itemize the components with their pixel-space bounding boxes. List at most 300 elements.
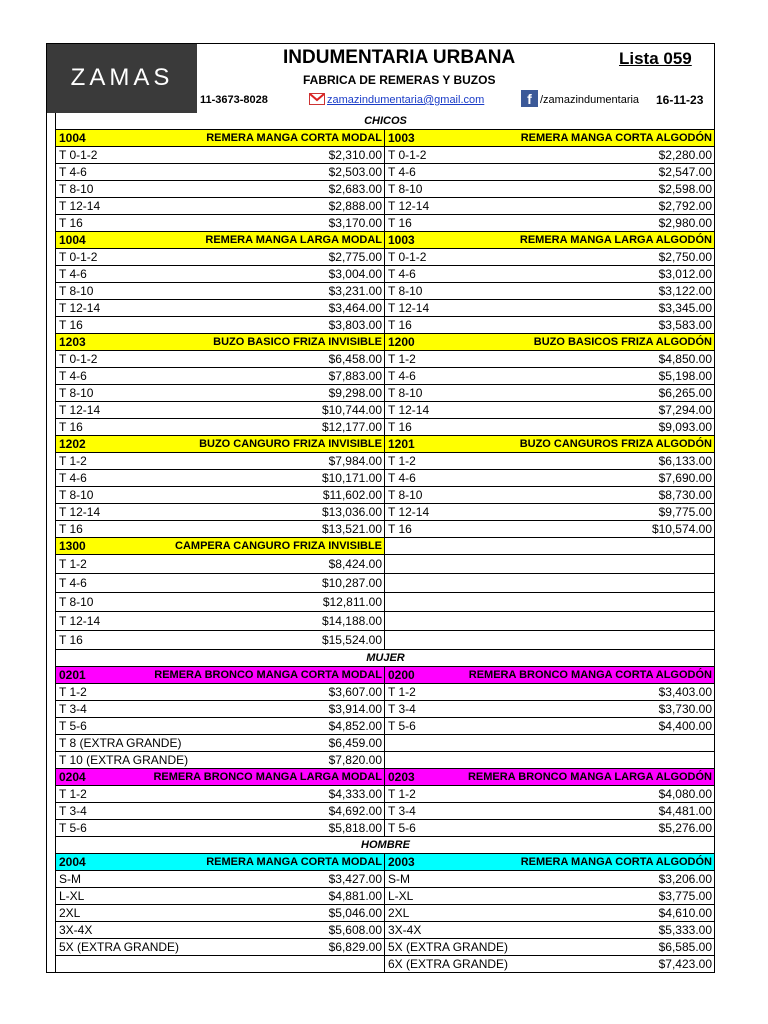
product-name: BUZO BASICOS FRIZA ALGODÓN <box>533 336 712 348</box>
product-code: 2003 <box>388 855 415 869</box>
product-header-cell <box>55 130 385 146</box>
size-label: T 1-2 <box>388 685 416 699</box>
price-cell <box>385 593 715 611</box>
price-cell <box>55 521 385 537</box>
price-cell <box>55 888 385 904</box>
price-value: $7,984.00 <box>328 454 382 468</box>
section-title: MUJER <box>55 650 715 666</box>
price-value: $4,610.00 <box>658 906 712 920</box>
size-label: T 12-14 <box>59 199 101 213</box>
product-code: 1300 <box>59 539 86 553</box>
size-label: T 3-4 <box>59 702 87 716</box>
table-row <box>55 181 715 198</box>
price-value: $5,046.00 <box>328 906 382 920</box>
price-cell <box>385 684 715 700</box>
price-cell <box>55 612 385 630</box>
price-cell <box>385 956 715 972</box>
price-value: $2,310.00 <box>328 148 382 162</box>
price-value: $11,602.00 <box>322 488 382 502</box>
price-value: $2,888.00 <box>328 199 382 213</box>
table-row <box>55 300 715 317</box>
brand-logo <box>47 44 197 113</box>
price-cell <box>385 504 715 520</box>
size-label: T 5-6 <box>59 821 87 835</box>
price-value: $4,881.00 <box>328 889 382 903</box>
price-value: $14,188.00 <box>321 614 382 628</box>
price-cell <box>385 283 715 299</box>
product-code: 1003 <box>388 131 415 145</box>
price-value: $3,464.00 <box>328 301 382 315</box>
price-value: $3,427.00 <box>328 872 382 886</box>
price-value: $3,775.00 <box>658 889 712 903</box>
price-value: $3,583.00 <box>658 318 712 332</box>
table-row <box>55 368 715 385</box>
size-label: T 16 <box>59 420 83 434</box>
price-cell <box>385 612 715 630</box>
price-cell <box>55 820 385 836</box>
price-value: $2,503.00 <box>328 165 382 179</box>
product-header-cell <box>385 667 715 683</box>
size-label: T 1-2 <box>388 454 416 468</box>
price-cell <box>385 249 715 265</box>
product-code: 1004 <box>59 131 86 145</box>
price-value: $3,403.00 <box>658 685 712 699</box>
price-value: $7,423.00 <box>658 957 712 971</box>
price-cell <box>385 803 715 819</box>
price-value: $3,231.00 <box>328 284 382 298</box>
product-code: 1203 <box>59 335 86 349</box>
price-cell <box>385 266 715 282</box>
size-label: T 5-6 <box>388 821 416 835</box>
size-label: T 3-4 <box>388 702 416 716</box>
price-value: $6,133.00 <box>658 454 712 468</box>
size-label: T 4-6 <box>59 471 87 485</box>
size-label: T 16 <box>388 420 412 434</box>
product-header-cell <box>385 769 715 785</box>
table-row <box>55 164 715 181</box>
product-header-cell <box>385 854 715 870</box>
product-code: 0201 <box>59 668 86 682</box>
price-cell <box>385 164 715 180</box>
price-cell <box>385 351 715 367</box>
price-value: $5,818.00 <box>328 821 382 835</box>
product-header-row <box>55 854 715 871</box>
price-cell <box>385 181 715 197</box>
section-row <box>55 650 715 667</box>
page-subtitle: FABRICA DE REMERAS Y BUZOS <box>303 73 496 87</box>
section-row <box>55 837 715 854</box>
product-name: REMERA MANGA LARGA ALGODÓN <box>519 234 712 246</box>
price-cell <box>385 368 715 384</box>
table-row <box>55 718 715 735</box>
size-label: T 0-1-2 <box>388 250 427 264</box>
list-date: 16-11-23 <box>656 93 704 107</box>
size-label: T 12-14 <box>388 199 430 213</box>
table-row <box>55 593 715 612</box>
size-label: T 4-6 <box>388 165 416 179</box>
price-value: $5,276.00 <box>658 821 712 835</box>
product-header-cell <box>55 436 385 452</box>
price-cell <box>385 871 715 887</box>
price-cell <box>55 402 385 418</box>
price-cell <box>385 820 715 836</box>
size-label: S-M <box>388 872 410 886</box>
price-cell <box>55 368 385 384</box>
table-row <box>55 701 715 718</box>
product-code: 0203 <box>388 770 415 784</box>
price-value: $10,574.00 <box>651 522 712 536</box>
price-value: $4,481.00 <box>658 804 712 818</box>
price-value: $4,852.00 <box>328 719 382 733</box>
price-value: $2,775.00 <box>328 250 382 264</box>
price-table <box>55 113 715 973</box>
size-label: T 4-6 <box>59 369 87 383</box>
page-title: INDUMENTARIA URBANA <box>283 47 516 68</box>
price-value: $2,683.00 <box>328 182 382 196</box>
price-value: $10,287.00 <box>321 576 382 590</box>
size-label: T 8-10 <box>388 284 423 298</box>
product-header-row <box>55 436 715 453</box>
facebook-handle: /zamazindumentaria <box>540 94 640 106</box>
price-cell <box>385 718 715 734</box>
product-header-row <box>55 538 715 555</box>
price-cell <box>385 752 715 768</box>
price-cell <box>385 470 715 486</box>
phone-number: 11-3673-8028 <box>200 94 268 106</box>
price-cell <box>55 574 385 592</box>
table-row <box>55 521 715 538</box>
size-label: L-XL <box>388 889 414 903</box>
table-row <box>55 283 715 300</box>
product-name: REMERA BRONCO MANGA CORTA ALGODÓN <box>468 669 712 681</box>
size-label: T 5-6 <box>59 719 87 733</box>
logo-text: ZAMAS <box>70 64 174 91</box>
price-cell <box>55 684 385 700</box>
product-name: REMERA MANGA CORTA MODAL <box>206 856 382 868</box>
table-row <box>55 504 715 521</box>
price-value: $8,730.00 <box>658 488 712 502</box>
price-cell <box>385 385 715 401</box>
size-label: T 8-10 <box>59 595 94 609</box>
price-cell <box>385 939 715 955</box>
price-cell <box>55 283 385 299</box>
table-row <box>55 888 715 905</box>
product-header-cell <box>55 538 385 554</box>
table-row <box>55 453 715 470</box>
size-label: T 1-2 <box>59 557 87 571</box>
size-label: T 0-1-2 <box>59 148 98 162</box>
price-cell <box>55 419 385 435</box>
price-value: $7,820.00 <box>328 753 382 767</box>
table-row <box>55 820 715 837</box>
size-label: 3X-4X <box>388 923 422 937</box>
price-cell <box>55 701 385 717</box>
price-value: $2,792.00 <box>658 199 712 213</box>
price-cell <box>55 504 385 520</box>
price-cell <box>385 487 715 503</box>
table-row <box>55 612 715 631</box>
price-value: $2,750.00 <box>658 250 712 264</box>
product-name: REMERA BRONCO MANGA CORTA MODAL <box>154 669 382 681</box>
size-label: T 16 <box>59 633 83 647</box>
price-cell <box>55 266 385 282</box>
price-value: $3,206.00 <box>658 872 712 886</box>
price-cell <box>385 215 715 231</box>
product-header-cell <box>385 130 715 146</box>
price-cell <box>55 181 385 197</box>
price-value: $6,829.00 <box>328 940 382 954</box>
size-label: T 1-2 <box>59 787 87 801</box>
price-value: $3,803.00 <box>328 318 382 332</box>
product-code: 1003 <box>388 233 415 247</box>
product-name: BUZO CANGUROS FRIZA ALGODÓN <box>519 438 712 450</box>
price-cell <box>55 317 385 333</box>
product-header-cell <box>385 232 715 248</box>
price-value: $6,265.00 <box>658 386 712 400</box>
size-label: S-M <box>59 872 81 886</box>
table-row <box>55 351 715 368</box>
size-label: 3X-4X <box>59 923 93 937</box>
product-name: REMERA MANGA CORTA MODAL <box>206 132 382 144</box>
price-cell <box>385 402 715 418</box>
price-value: $9,298.00 <box>328 386 382 400</box>
price-value: $4,692.00 <box>328 804 382 818</box>
price-cell <box>55 718 385 734</box>
table-row <box>55 574 715 593</box>
size-label: T 4-6 <box>59 576 87 590</box>
email-link[interactable]: zamazindumentaria@gmail.com <box>327 94 485 106</box>
size-label: T 1-2 <box>59 454 87 468</box>
price-value: $13,521.00 <box>321 522 382 536</box>
price-cell <box>55 752 385 768</box>
product-header-cell <box>55 667 385 683</box>
product-code: 0200 <box>388 668 415 682</box>
size-label: T 8-10 <box>388 386 423 400</box>
price-cell <box>385 555 715 573</box>
price-cell <box>385 701 715 717</box>
price-value: $4,850.00 <box>658 352 712 366</box>
price-cell <box>55 385 385 401</box>
size-label: T 16 <box>59 318 83 332</box>
size-label: 2XL <box>59 906 81 920</box>
product-header-cell <box>55 334 385 350</box>
price-value: $3,607.00 <box>328 685 382 699</box>
size-label: T 8-10 <box>388 182 423 196</box>
product-header-row <box>55 334 715 351</box>
table-row <box>55 752 715 769</box>
price-value: $3,914.00 <box>328 702 382 716</box>
section-row <box>55 113 715 130</box>
price-value: $4,400.00 <box>658 719 712 733</box>
price-cell <box>385 905 715 921</box>
price-cell <box>385 888 715 904</box>
price-cell <box>55 905 385 921</box>
price-cell <box>55 198 385 214</box>
price-cell <box>385 521 715 537</box>
price-value: $15,524.00 <box>321 633 382 647</box>
size-label: T 0-1-2 <box>388 148 427 162</box>
table-row <box>55 385 715 402</box>
size-label: T 10 (EXTRA GRANDE) <box>59 753 189 767</box>
price-value: $6,458.00 <box>328 352 382 366</box>
size-label: 5X (EXTRA GRANDE) <box>388 940 509 954</box>
size-label: T 8-10 <box>59 386 94 400</box>
size-label: T 16 <box>59 522 83 536</box>
table-row <box>55 470 715 487</box>
size-label: 5X (EXTRA GRANDE) <box>59 940 180 954</box>
product-header-cell <box>385 436 715 452</box>
product-code: 2004 <box>59 855 86 869</box>
table-row <box>55 735 715 752</box>
price-value: $12,811.00 <box>322 595 382 609</box>
price-cell <box>55 786 385 802</box>
price-cell <box>385 453 715 469</box>
price-value: $7,690.00 <box>658 471 712 485</box>
price-cell <box>55 956 385 972</box>
price-cell <box>385 198 715 214</box>
product-name: REMERA BRONCO MANGA LARGA ALGODÓN <box>467 771 712 783</box>
table-row <box>55 317 715 334</box>
price-value: $6,459.00 <box>328 736 382 750</box>
table-row <box>55 803 715 820</box>
table-row <box>55 266 715 283</box>
price-cell <box>55 922 385 938</box>
product-name: REMERA MANGA LARGA MODAL <box>205 234 382 246</box>
size-label: T 3-4 <box>59 804 87 818</box>
table-row <box>55 922 715 939</box>
size-label: T 12-14 <box>388 301 430 315</box>
price-value: $10,744.00 <box>321 403 382 417</box>
price-value: $12,177.00 <box>321 420 382 434</box>
product-code: 1004 <box>59 233 86 247</box>
table-row <box>55 147 715 164</box>
size-label: T 8-10 <box>59 284 94 298</box>
product-code: 1202 <box>59 437 86 451</box>
price-value: $13,036.00 <box>321 505 382 519</box>
price-cell <box>55 939 385 955</box>
price-cell <box>55 555 385 573</box>
size-label: T 12-14 <box>388 403 430 417</box>
size-label: L-XL <box>59 889 85 903</box>
size-label: 2XL <box>388 906 410 920</box>
product-header-row <box>55 232 715 249</box>
section-title: HOMBRE <box>55 837 715 853</box>
price-value: $5,198.00 <box>658 369 712 383</box>
product-name: BUZO CANGURO FRIZA INVISIBLE <box>199 438 382 450</box>
table-row <box>55 871 715 888</box>
product-code: 1201 <box>388 437 415 451</box>
size-label: T 5-6 <box>388 719 416 733</box>
price-value: $9,093.00 <box>658 420 712 434</box>
table-row <box>55 939 715 956</box>
price-cell <box>55 593 385 611</box>
size-label: T 1-2 <box>388 787 416 801</box>
price-cell <box>385 735 715 751</box>
price-value: $9,775.00 <box>658 505 712 519</box>
price-cell <box>55 249 385 265</box>
price-cell <box>385 922 715 938</box>
product-code: 0204 <box>59 770 86 784</box>
size-label: T 4-6 <box>59 165 87 179</box>
table-row <box>55 419 715 436</box>
product-name: REMERA MANGA CORTA ALGODÓN <box>520 132 712 144</box>
price-cell <box>55 164 385 180</box>
size-label: T 12-14 <box>59 301 101 315</box>
size-label: T 16 <box>388 318 412 332</box>
table-row <box>55 249 715 266</box>
size-label: T 0-1-2 <box>59 250 98 264</box>
section-title: CHICOS <box>55 113 715 129</box>
price-cell <box>385 147 715 163</box>
price-cell <box>55 147 385 163</box>
price-value: $3,004.00 <box>328 267 382 281</box>
price-cell <box>55 351 385 367</box>
gmail-icon <box>309 92 325 106</box>
table-row <box>55 905 715 922</box>
price-value: $2,547.00 <box>658 165 712 179</box>
price-value: $3,012.00 <box>658 267 712 281</box>
price-cell <box>55 215 385 231</box>
price-cell <box>385 300 715 316</box>
size-label: T 4-6 <box>388 369 416 383</box>
size-label: T 8-10 <box>59 488 94 502</box>
price-cell <box>55 300 385 316</box>
size-label: T 12-14 <box>388 505 430 519</box>
product-header-cell <box>55 769 385 785</box>
size-label: T 16 <box>59 216 83 230</box>
table-row <box>55 402 715 419</box>
size-label: T 8-10 <box>388 488 423 502</box>
product-header-cell <box>55 854 385 870</box>
price-value: $10,171.00 <box>321 471 382 485</box>
price-cell <box>55 871 385 887</box>
price-cell <box>55 453 385 469</box>
product-header-cell <box>385 334 715 350</box>
price-cell <box>55 487 385 503</box>
price-list-sheet <box>46 43 715 973</box>
size-label: T 8-10 <box>59 182 94 196</box>
product-header-cell <box>385 538 715 554</box>
table-row <box>55 487 715 504</box>
price-value: $2,280.00 <box>658 148 712 162</box>
price-value: $8,424.00 <box>328 557 382 571</box>
price-value: $3,122.00 <box>658 284 712 298</box>
size-label: T 8 (EXTRA GRANDE) <box>59 736 182 750</box>
size-label: T 1-2 <box>388 352 416 366</box>
price-value: $7,294.00 <box>658 403 712 417</box>
price-cell <box>385 631 715 649</box>
price-value: $4,333.00 <box>328 787 382 801</box>
product-header-row <box>55 667 715 684</box>
product-name: REMERA BRONCO MANGA LARGA MODAL <box>153 771 382 783</box>
price-value: $4,080.00 <box>658 787 712 801</box>
price-value: $6,585.00 <box>658 940 712 954</box>
table-row <box>55 786 715 803</box>
product-code: 1200 <box>388 335 415 349</box>
table-row <box>55 215 715 232</box>
price-cell <box>55 803 385 819</box>
table-row <box>55 684 715 701</box>
price-value: $5,608.00 <box>328 923 382 937</box>
price-value: $2,598.00 <box>658 182 712 196</box>
product-header-row <box>55 769 715 786</box>
price-cell <box>385 419 715 435</box>
size-label: T 4-6 <box>59 267 87 281</box>
size-label: 6X (EXTRA GRANDE) <box>388 957 509 971</box>
price-cell <box>55 735 385 751</box>
size-label: T 0-1-2 <box>59 352 98 366</box>
size-label: T 16 <box>388 522 412 536</box>
